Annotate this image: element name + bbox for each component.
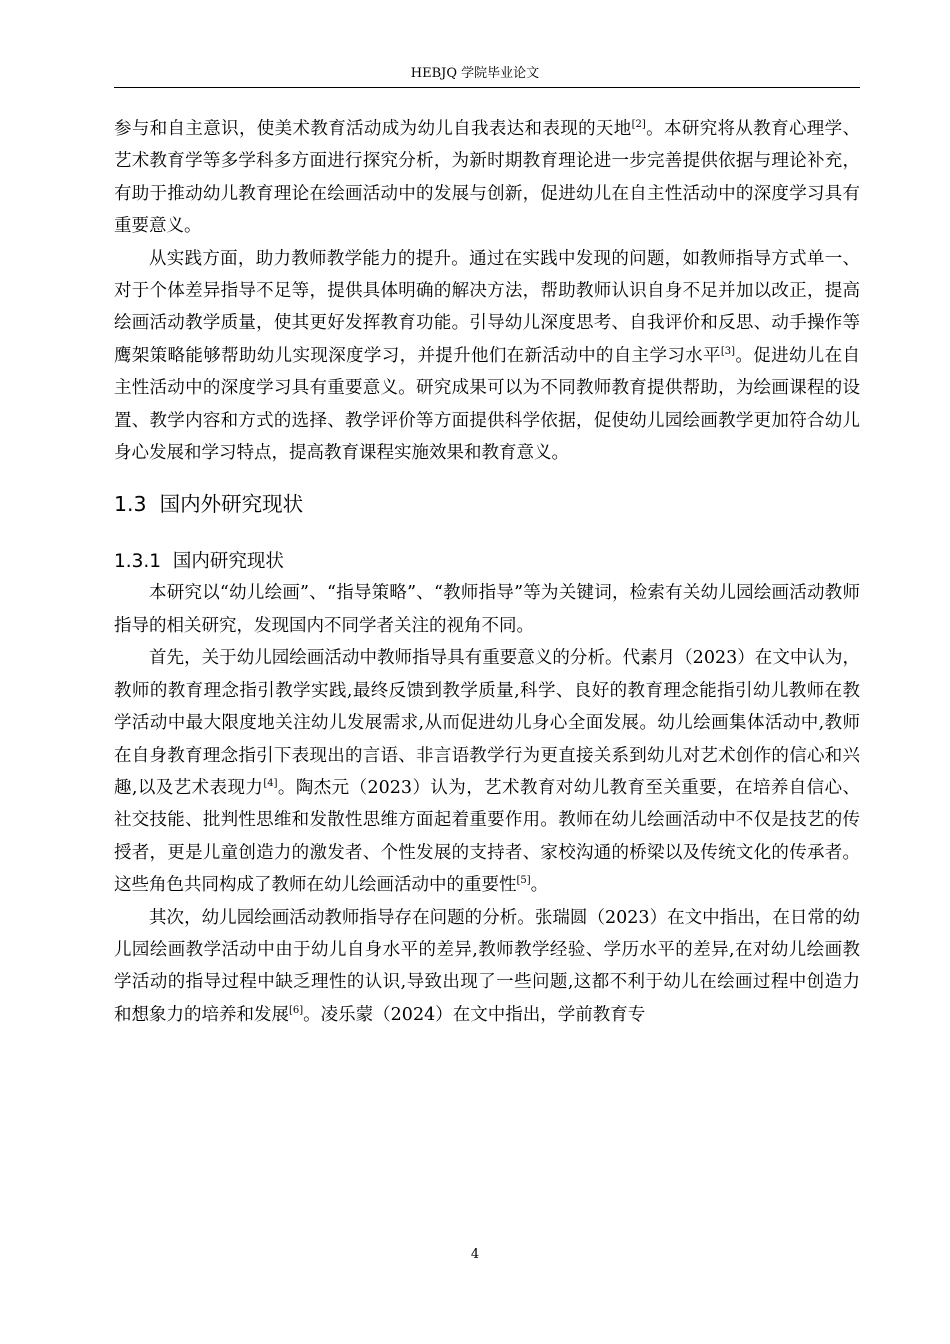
paragraph-4-text-c: 。 [530,875,549,896]
paragraph-5-text-b: 。凌乐蒙（2024）在文中指出，学前教育专 [303,1004,646,1025]
paragraph-4 [114,642,860,901]
paragraph-4-text-a: 首先，关于幼儿园绘画活动中教师指导具有重要意义的分析。代素月（2023）在文中认为，教师的教育理念指引教学实践,最终反馈到教学质量,科学、良好的教育理念能指引幼儿教师在教学活动中最大限度地关注幼儿发展需求,从而促进幼儿身心全面发展。幼儿绘画集体活动中,教师在自身教育理念指引下表现出的言语、非言语教学行为更直接关系到幼儿对艺术创作的信心和兴趣,以及艺术表现力 [114,648,860,798]
paragraph-5-text-a: 其次，幼儿园绘画活动教师指导存在问题的分析。张瑞圆（2023）在文中指出，在日常的幼儿园绘画教学活动中由于幼儿自身水平的差异,教师教学经验、学历水平的差异,在对幼儿绘画教学活动的指导过程中缺乏理性的认识,导致出现了一些问题,这都不利于幼儿在绘画过程中创造力和想象力的培养和发展 [114,907,860,1025]
subsection-title: 国内研究现状 [172,551,284,573]
paragraph-4-text-b: 。陶杰元（2023）认为，艺术教育对幼儿教育至关重要，在培养自信心、社交技能、批判性思维和发散性思维方面起着重要作用。教师在幼儿绘画活动中不仅是技艺的传授者，更是儿童创造力的激发者、个性发展的支持者、家校沟通的桥梁以及传统文化的传承者。这些角色共同构成了教师在幼儿绘画活动中的重要性 [114,777,860,896]
citation-6: [6] [289,1004,304,1016]
section-number: 1.3 [114,492,147,517]
citation-4: [4] [263,777,278,789]
paragraph-2-text-b: 。促进幼儿在自主性活动中的深度学习具有重要意义。研究成果可以为不同教师教育提供帮助，为绘画课程的设置、教学内容和方式的选择、教学评价等方面提供科学依据，促使幼儿园绘画教学更加符合幼儿身心发展和学习特点，提高教育课程实施效果和教育意义。 [114,345,861,464]
paragraph-1 [114,113,860,243]
section-heading [114,488,860,520]
paragraph-5 [114,902,860,1032]
paragraph-2 [114,243,860,470]
citation-2: [2] [631,119,646,130]
paragraph-1-text-b: 。本研究将从教育心理学、艺术教育学等多学科多方面进行探究分析，为新时期教育理论进一步完善提供依据与理论补充，有助于推动幼儿教育理论在绘画活动中的发展与创新，促进幼儿在自主性活动中的深度学习具有重要意义。 [114,119,861,237]
header-rule [114,87,860,88]
body-content [114,113,860,1031]
subsection-number: 1.3.1 [114,551,162,573]
citation-3: [3] [720,345,736,357]
section-title: 国内外研究现状 [159,492,304,517]
citation-5: [5] [516,875,531,887]
page-number: 4 [470,1247,480,1262]
paragraph-1-text-a: 参与和自主意识，使美术教育活动成为幼儿自我表达和表现的天地 [114,119,632,139]
paragraph-3: 本研究以“幼儿绘画”、“指导策略”、“教师指导”等为关键词，检索有关幼儿园绘画活动教师指导的相关研究，发现国内不同学者关注的视角不同。 [114,583,860,636]
paragraph-2-text-a: 从实践方面，助力教师教学能力的提升。通过在实践中发现的问题，如教师指导方式单一、对于个体差异指导不足等，提供具体明确的解决方法，帮助教师认识自身不足并加以改正，提高绘画活动教学质量，使其更好发挥教育功能。引导幼儿深度思考、自我评价和反思、动手操作等鹰架策略能够帮助幼儿实现深度学习，并提升他们在新活动中的自主学习水平 [114,248,860,366]
subsection-heading [114,547,860,577]
running-header: HEBJQ 学院毕业论文 [410,66,540,81]
